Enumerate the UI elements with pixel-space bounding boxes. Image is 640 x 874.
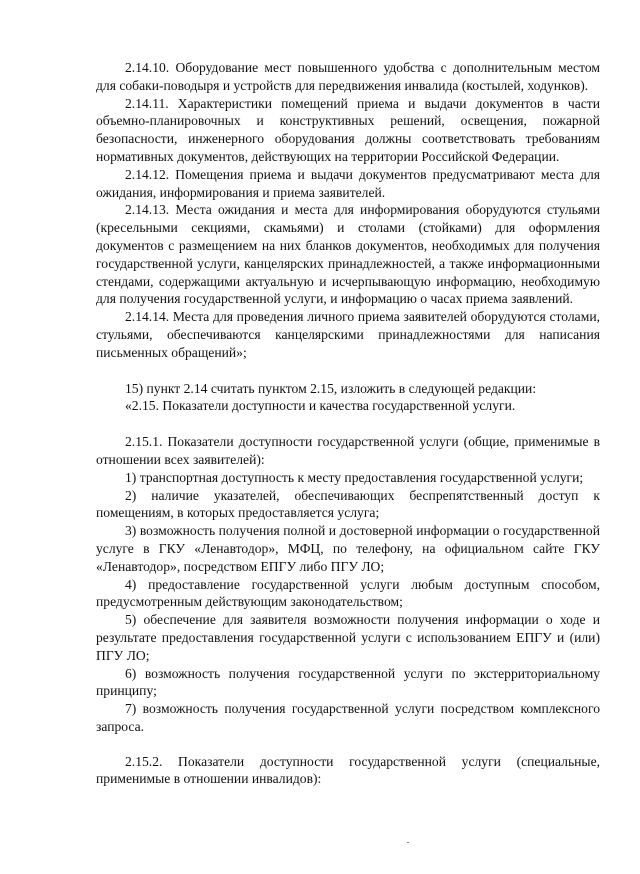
document-page — [96, 59, 600, 788]
paragraph-2-14-13: 2.14.13. Места ожидания и места для информирования оборудуются стульями (кресельными секциями, скамьями) и столами (стойками) для оформления документов с размещением на них бланков документов, необходимых для получения государственной услуги, канцелярских принадлежностей, а также информационными стендами, содержащими актуальную и исчерпывающую информацию, необходимую для получения государственной услуги, и информацию о часах приема заявлений. — [96, 202, 600, 307]
list-item-5: 5) обеспечение для заявителя возможности получения информации о ходе и результате предоставления государственной услуги с использованием ЕПГУ и (или) ПГУ ЛО; — [96, 612, 600, 663]
paragraph-2-14-10: 2.14.10. Оборудование мест повышенного удобства с дополнительным местом для собаки-поводыря и устройств для передвижения инвалида (костылей, ходунков). — [96, 60, 600, 93]
scan-speck — [407, 842, 409, 843]
paragraph-2-15-heading: «2.15. Показатели доступности и качества государственной услуги. — [125, 398, 516, 414]
list-item-3: 3) возможность получения полной и достоверной информации о государственной услуге в ГКУ «Ленавтодор», МФЦ, по телефону, на официальном сайте ГКУ «Ленавтодор», посредством ЕПГУ либо ПГУ ЛО; — [96, 523, 600, 574]
spacer — [96, 736, 600, 753]
paragraph-2-15-2: 2.15.2. Показатели доступности государственной услуги (специальные, применимые в отношении инвалидов): — [96, 753, 600, 787]
paragraph-2-14-12: 2.14.12. Помещения приема и выдачи документов предусматривают места для ожидания, информирования и приема заявителей. — [96, 166, 600, 200]
list-item-6: 6) возможность получения государственной услуги по экстерриториальному принципу; — [96, 665, 600, 699]
list-item-4: 4) предоставление государственной услуги любым доступным способом, предусмотренным действующим законодательством; — [96, 576, 600, 610]
list-item-1: 1) транспортная доступность к месту предоставления государственной услуги; — [125, 469, 584, 485]
list-item-7: 7) возможность получения государственной услуги посредством комплексного запроса. — [96, 701, 600, 734]
paragraph-2-14-11: 2.14.11. Характеристики помещений приема и выдачи документов в части объемно-планировочных и конструктивных решений, освещения, пожарной безопасности, инженерного оборудования должны соответствовать требованиям нормативных документов, действующих на территории Российской Федерации. — [96, 95, 600, 164]
spacer — [96, 362, 600, 380]
paragraph-2-14-14: 2.14.14. Места для проведения личного приема заявителей оборудуются столами, стульями, обеспечиваются канцелярскими принадлежностями для написания письменных обращений»; — [96, 309, 600, 360]
paragraph-2-15-1: 2.15.1. Показатели доступности государственной услуги (общие, применимые в отношении всех заявителей): — [96, 434, 600, 467]
list-item-2: 2) наличие указателей, обеспечивающих беспрепятственный доступ к помещениям, в которых предоставляется услуга; — [96, 487, 600, 521]
paragraph-item-15: 15) пункт 2.14 считать пунктом 2.15, изложить в следующей редакции: — [125, 380, 537, 396]
spacer — [96, 415, 600, 433]
